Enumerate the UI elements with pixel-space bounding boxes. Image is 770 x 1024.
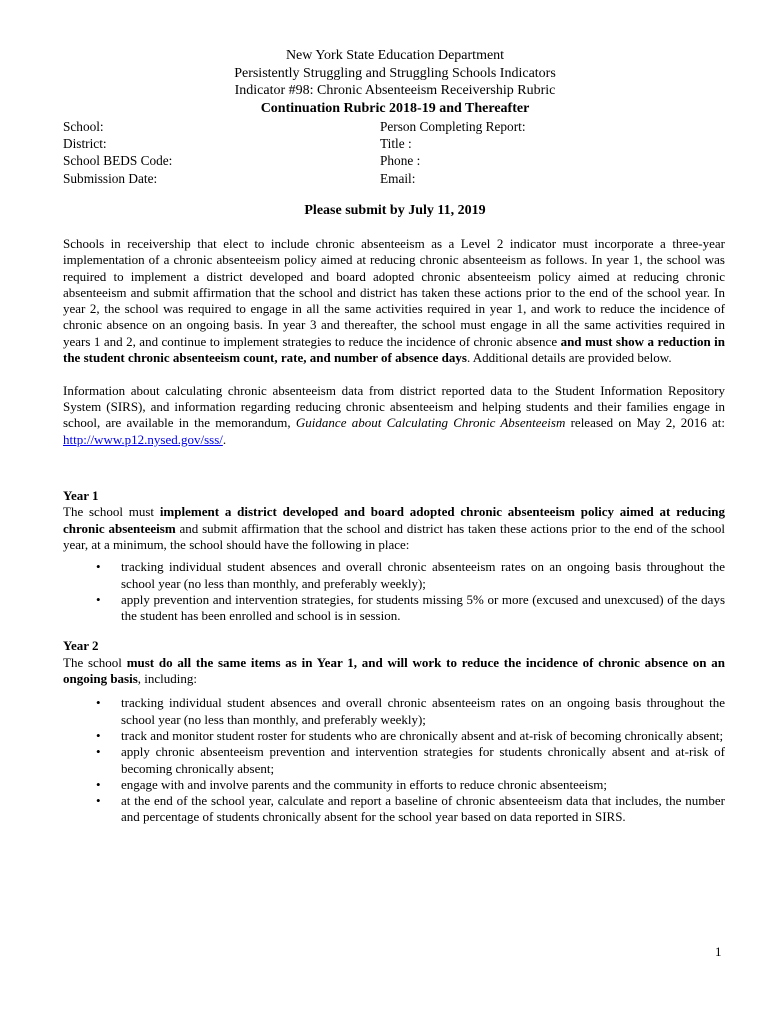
info-end: . — [222, 431, 227, 447]
year2-heading: Year 2 — [63, 638, 99, 654]
year1-heading: Year 1 — [63, 488, 99, 504]
bullet-icon: • — [96, 591, 101, 607]
bullet-icon: • — [96, 559, 101, 575]
field-district: District: — [63, 136, 107, 152]
fields-left — [63, 118, 172, 187]
bullet-icon: • — [96, 776, 101, 792]
document-body — [63, 236, 725, 842]
field-email: Email: — [380, 170, 416, 186]
year1-list — [63, 559, 725, 624]
nysed-link[interactable]: http://www.p12.nysed.gov/sss/ — [63, 431, 223, 447]
header-indicators: Persistently Struggling and Struggling Schools Indicators — [234, 65, 556, 81]
info-text: Information about calculating chronic absenteeism data from district reported data to the Student Information Repository System (SIRS), and information regarding reducing chronic absenteeism and helping students and their families engage in school, are available in the memorandum, — [63, 382, 725, 431]
list-item-text: track and monitor student roster for students who are chronically absent and at-risk of becoming chronically absent; — [121, 727, 724, 743]
list-item — [63, 559, 725, 592]
list-item-text: apply chronic absenteeism prevention and intervention strategies for students chronically absent and at-risk of becoming chronically absent; — [121, 744, 725, 776]
bullet-icon: • — [96, 727, 101, 743]
field-school: School: — [63, 119, 104, 134]
list-item-text: tracking individual student absences and overall chronic absenteeism rates on an ongoing basis throughout the school year (no less than monthly, and preferably weekly); — [121, 695, 725, 727]
submit-deadline: Please submit by July 11, 2019 — [304, 203, 486, 218]
list-item-text: at the end of the school year, calculate and report a baseline of chronic absenteeism data that includes, the number and percentage of students chronically absent for the school year based on data reported in SIRS. — [121, 793, 725, 825]
year1-pre: The school must — [63, 504, 160, 520]
memo-title: Guidance about Calculating Chronic Absenteeism — [295, 415, 566, 431]
list-item — [63, 728, 725, 744]
year2-pre: The school — [63, 654, 127, 670]
field-person: Person Completing Report: — [380, 119, 526, 134]
field-beds-code: School BEDS Code: — [63, 153, 173, 169]
year1-paragraph — [63, 504, 725, 553]
page-number: 1 — [715, 944, 722, 959]
year2-list — [63, 695, 725, 825]
list-item-text: apply prevention and intervention strategies, for students missing 5% or more (excused and unexcused) of the days the student has been enrolled and school is in session. — [121, 591, 725, 624]
list-item — [63, 744, 725, 777]
bullet-icon: • — [96, 793, 101, 809]
list-item-text: engage with and involve parents and the community in efforts to reduce chronic absenteeism; — [121, 776, 608, 792]
field-title: Title : — [380, 136, 412, 152]
year2-post: , including: — [137, 671, 198, 687]
bullet-icon: • — [96, 695, 101, 711]
header-rubric-title: Continuation Rubric 2018-19 and Thereafter — [260, 101, 530, 117]
header-indicator-98: Indicator #98: Chronic Absenteeism Receivership Rubric — [234, 83, 556, 99]
bullet-icon: • — [96, 744, 101, 760]
list-item — [63, 777, 725, 793]
intro-text: Schools in receivership that elect to include chronic absenteeism as a Level 2 indicator must incorporate a three-year implementation of a chronic absenteeism policy aimed at reducing chronic absenteeism as follows. In year 1, the school was required to implement a district developed and board adopted chronic absenteeism policy aimed at reducing chronic absenteeism and submit affirmation that the school and district has taken these actions prior to the end of the school year. In year 2, the school was required to engage in all the same activities required in year 1, and work to reduce the incidence of chronic absence on an ongoing basis. In year 3 and thereafter, the school must engage in all the same activities required in years 1 and 2, and continue to implement strategies to reduce the incidence of chronic absence — [63, 236, 725, 349]
info-mid: released on May 2, 2016 at: — [565, 415, 725, 431]
info-paragraph — [63, 383, 725, 448]
list-item — [63, 592, 725, 625]
field-submission-date: Submission Date: — [63, 170, 158, 186]
document-header — [0, 47, 770, 118]
list-item — [63, 695, 725, 728]
year2-bold: must do all the same items as in Year 1, and will work to reduce the incidence of chronic absence on an ongoing basis — [63, 654, 725, 687]
intro-paragraph — [63, 236, 725, 366]
header-department: New York State Education Department — [285, 48, 505, 63]
year2-paragraph — [63, 655, 725, 688]
fields-right — [380, 118, 526, 187]
list-item — [63, 793, 725, 826]
list-item-text: tracking individual student absences and overall chronic absenteeism rates on an ongoing basis throughout the school year (no less than monthly, and preferably weekly); — [121, 559, 725, 591]
intro-tail: . Additional details are provided below. — [466, 350, 672, 366]
intro-bold: and must show a reduction in the student chronic absenteeism count, rate, and number of absence days — [63, 333, 726, 366]
field-phone: Phone : — [380, 153, 421, 169]
year1-bold: implement a district developed and board adopted chronic absenteeism policy aimed at reducing chronic absenteeism — [63, 504, 725, 536]
year1-post: and submit affirmation that the school and district has taken these actions prior to the end of the school year, at a minimum, the school should have the following in place: — [63, 520, 725, 552]
